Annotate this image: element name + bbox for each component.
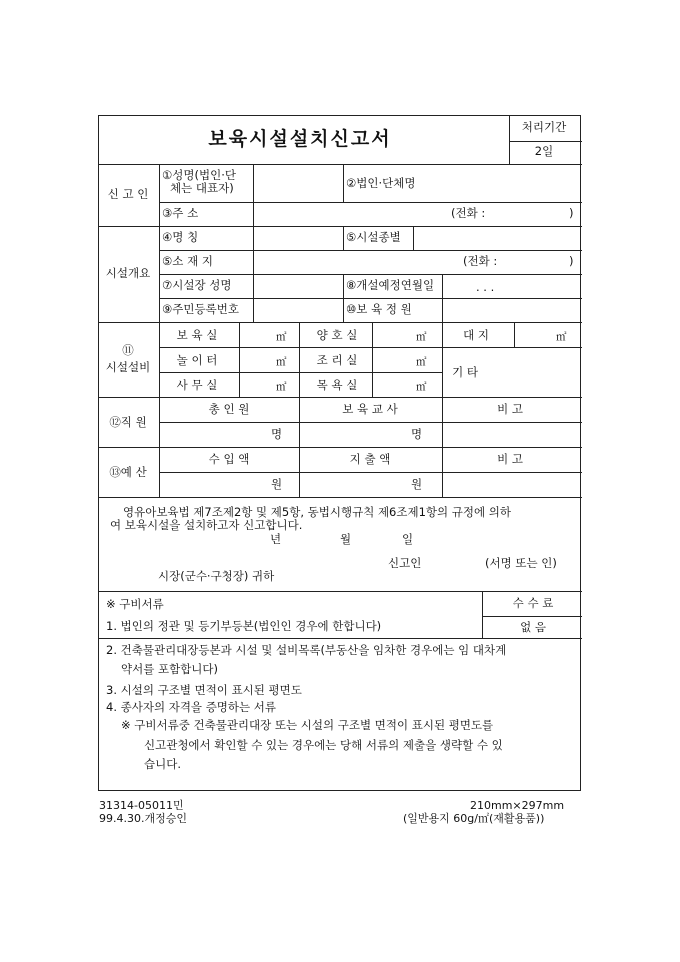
date-month-label: 월 [340, 532, 352, 546]
location-label: ⑤소 재 지 [162, 254, 213, 268]
note-line2: 신고관청에서 확인할 수 있는 경우에는 당해 서류의 제출을 생략할 수 있 [144, 738, 503, 752]
name-label-line1: ①성명(법인·단 [162, 168, 236, 182]
income-label: 수 입 액 [208, 452, 250, 466]
equipment-section-number: ⑪ [122, 343, 134, 357]
office-label: 사 무 실 [176, 378, 218, 392]
document-item-1: 1. 법인의 정관 및 등기부등본(법인인 경우에 한합니다) [106, 619, 382, 633]
total-staff-label: 총 인 원 [208, 402, 250, 416]
facility-section-label: 시설개요 [105, 266, 151, 280]
approval-date: 99.4.30.개정승인 [99, 812, 187, 825]
nursery-room-label: 보 육 실 [176, 328, 218, 342]
facility-phone-label: (전화 : [463, 254, 498, 268]
facility-type-label: ⑤시설종별 [346, 230, 401, 244]
playground-label: 놀 이 터 [176, 353, 218, 367]
applicant-name-field[interactable] [256, 164, 342, 200]
fee-label: 수 수 료 [512, 596, 554, 610]
processing-period-value: 2일 [534, 144, 554, 158]
teacher-label: 보 육 교 사 [342, 402, 398, 416]
applicant-phone-label: (전화 : [451, 206, 486, 220]
sick-room-label: 양 호 실 [316, 328, 358, 342]
area-unit: ㎡ [556, 331, 567, 343]
addressee: 시장(군수·구청장) 귀하 [158, 569, 275, 583]
name-label-line2: 체는 대표자) [170, 181, 234, 195]
area-unit: ㎡ [416, 356, 427, 368]
corp-name-label: ②법인·단체명 [346, 176, 416, 190]
capacity-label: ⑩보 육 정 원 [346, 302, 412, 316]
document-item-2-line2: 약서를 포함합니다) [121, 662, 219, 676]
budget-remarks-label: 비 고 [497, 452, 523, 466]
form-code: 31314-05011민 [99, 799, 184, 812]
facility-name-label: ④명 칭 [162, 230, 199, 244]
fee-value: 없 음 [520, 620, 546, 634]
address-field[interactable] [256, 202, 446, 224]
area-unit: ㎡ [416, 381, 427, 393]
rrn-label: ⑨주민등록번호 [162, 302, 239, 316]
staff-unit: 명 [271, 427, 283, 441]
paper-type: (일반용지 60g/㎡(재활용품)) [403, 812, 545, 825]
budget-unit: 원 [411, 477, 423, 491]
declaration-line1: 영유아보육법 제7조제2항 및 제5항, 동법시행규칙 제6조제1항의 규정에 의하 [123, 505, 511, 519]
corp-name-field[interactable] [430, 164, 578, 200]
date-year-label: 년 [270, 532, 282, 546]
address-label: ③주 소 [162, 206, 199, 220]
director-name-label: ⑦시설장 성명 [162, 278, 232, 292]
area-unit: ㎡ [276, 356, 287, 368]
document-item-4: 4. 종사자의 자격을 증명하는 서류 [106, 700, 277, 714]
budget-unit: 원 [271, 477, 283, 491]
form-title: 보육시설설치신고서 [208, 128, 392, 150]
note-line3: 습니다. [144, 757, 181, 771]
signature-or-seal: (서명 또는 인) [485, 556, 557, 570]
facility-name-field[interactable] [256, 226, 342, 248]
note-line1: ※ 구비서류중 건축물관리대장 또는 시설의 구조별 면적이 표시된 평면도를 [121, 718, 494, 732]
area-unit: ㎡ [276, 331, 287, 343]
open-date-value[interactable]: . . . [476, 280, 495, 294]
kitchen-label: 조 리 실 [316, 353, 358, 367]
facility-type-field[interactable] [416, 226, 578, 248]
area-unit: ㎡ [416, 331, 427, 343]
declaration-line2: 여 보육시설을 설치하고자 신고합니다. [110, 518, 303, 532]
date-day-label: 일 [402, 532, 414, 546]
other-label: 기 타 [452, 365, 478, 379]
open-date-label: ⑧개설예정연월일 [346, 278, 435, 292]
staff-section-label: ⑫직 원 [109, 415, 147, 429]
location-field[interactable] [256, 250, 456, 272]
processing-period-label: 처리기간 [521, 120, 567, 134]
expense-label: 지 출 액 [349, 452, 391, 466]
facility-phone-close: ) [569, 254, 574, 268]
paper-size: 210mm×297mm [470, 799, 565, 812]
applicant-phone-close: ) [569, 206, 574, 220]
land-label: 대 지 [463, 328, 489, 342]
area-unit: ㎡ [276, 381, 287, 393]
document-item-2-line1: 2. 건축물관리대장등본과 시설 및 설비목록(부동산을 임차한 경우에는 임 대차계 [106, 643, 507, 657]
document-item-3: 3. 시설의 구조별 면적이 표시된 평면도 [106, 683, 302, 697]
staff-unit: 명 [411, 427, 423, 441]
applicant-section-label: 신 고 인 [107, 187, 149, 201]
required-documents-header: ※ 구비서류 [106, 597, 164, 611]
applicant-signature-label: 신고인 [388, 556, 422, 570]
staff-remarks-label: 비 고 [497, 402, 523, 416]
budget-section-label: ⑬예 산 [109, 465, 147, 479]
equipment-section-label: 시설설비 [105, 360, 151, 374]
bathroom-label: 목 욕 실 [316, 378, 358, 392]
